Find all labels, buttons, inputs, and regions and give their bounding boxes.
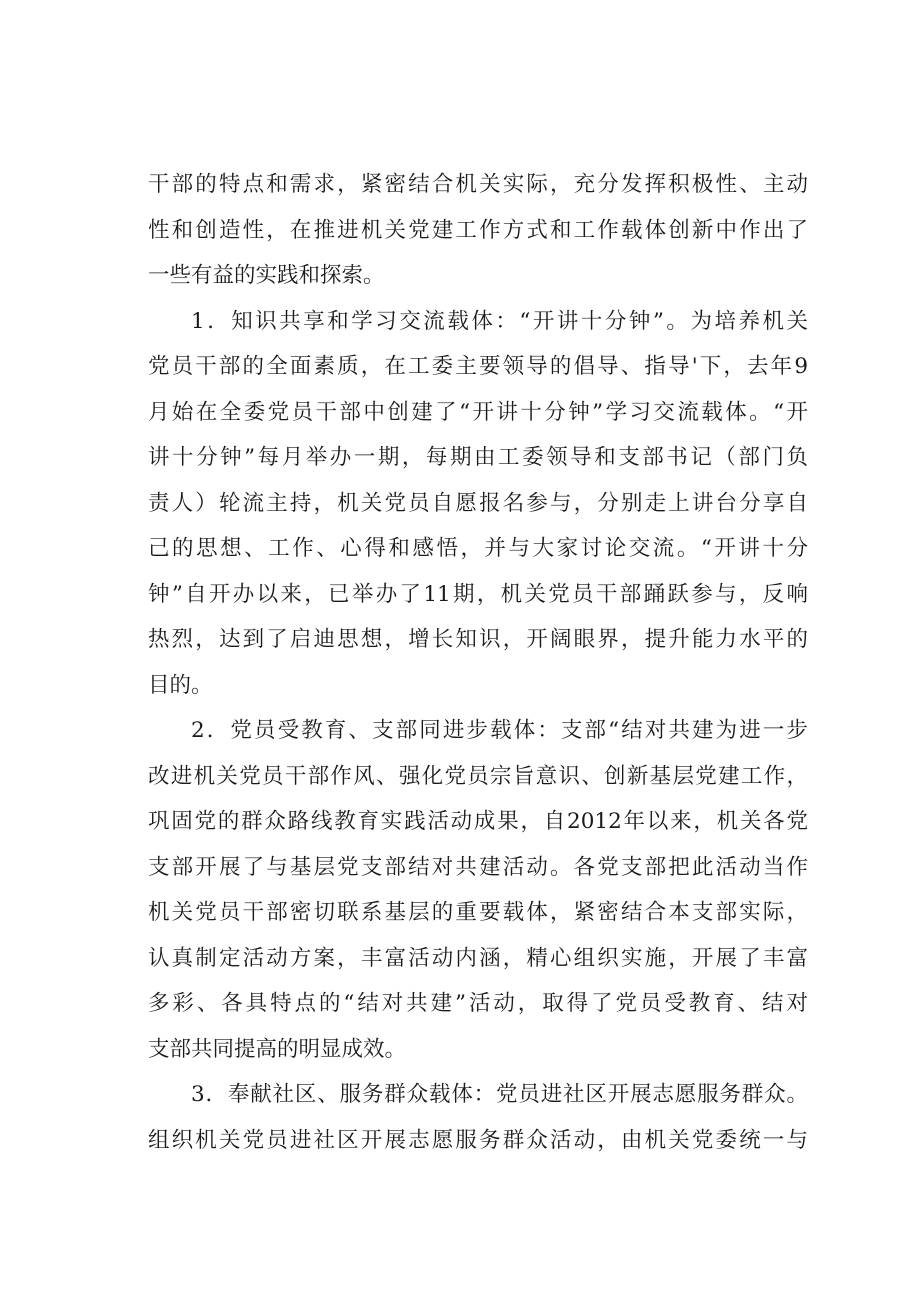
text-line: 1．知识共享和学习交流载体：“开讲十分钟”。为培养机关 bbox=[191, 308, 808, 334]
text-line: 改进机关党员干部作风、强化党员宗旨意识、创新基层党建工作， bbox=[148, 763, 808, 789]
text-line: 己的思想、工作、心得和感悟，并与大家讨论交流。“开讲十分 bbox=[148, 536, 808, 561]
text-line: 一些有益的实践和探索。 bbox=[148, 263, 385, 288]
document-body bbox=[148, 162, 808, 1163]
text-line: 多彩、各具特点的“结对共建”活动，取得了党员受教育、结对 bbox=[148, 991, 808, 1016]
text-line: 巩固党的群众路线教育实践活动成果，自2012年以来，机关各党 bbox=[148, 809, 808, 834]
text-line: 党员干部的全面素质，在工委主要领导的倡导、指导'下，去年9 bbox=[148, 354, 808, 379]
text-line: 月始在全委党员干部中创建了“开讲十分钟”学习交流载体。“开 bbox=[148, 399, 808, 425]
text-line: 机关党员干部密切联系基层的重要载体，紧密结合本支部实际， bbox=[148, 900, 808, 925]
text-line: 支部开展了与基层党支部结对共建活动。各党支部把此活动当作 bbox=[148, 854, 808, 880]
text-line: 热烈，达到了启迪思想，增长知识，开阔眼界，提升能力水平的 bbox=[148, 627, 808, 652]
text-line: 钟”自开办以来，已举办了11期，机关党员干部踊跃参与，反响 bbox=[148, 581, 808, 607]
paragraph-item-3 bbox=[148, 1072, 808, 1163]
text-line: 责人）轮流主持，机关党员自愿报名参与，分别走上讲台分享自 bbox=[148, 490, 808, 516]
text-line: 干部的特点和需求，紧密结合机关实际，充分发挥积极性、主动 bbox=[148, 172, 808, 197]
text-line: 性和创造性，在推进机关党建工作方式和工作载体创新中作出了 bbox=[148, 217, 808, 243]
text-line: 认真制定活动方案，丰富活动内涵，精心组织实施，开展了丰富 bbox=[148, 945, 808, 971]
text-line: 组织机关党员进社区开展志愿服务群众活动，由机关党委统一与 bbox=[148, 1127, 808, 1153]
text-line: 目的。 bbox=[148, 672, 213, 698]
text-line: 3．奉献社区、服务群众载体：党员进社区开展志愿服务群众。 bbox=[191, 1082, 808, 1107]
paragraph-item-2 bbox=[148, 708, 808, 1072]
paragraph-item-1 bbox=[148, 299, 808, 709]
text-line: 2．党员受教育、支部同进步载体：支部“结对共建为进一步 bbox=[191, 718, 808, 743]
text-line: 支部共同提高的明显成效。 bbox=[148, 1036, 407, 1062]
text-line: 讲十分钟”每月举办一期，每期由工委领导和支部书记（部门负 bbox=[148, 445, 808, 470]
paragraph-intro bbox=[148, 162, 808, 299]
